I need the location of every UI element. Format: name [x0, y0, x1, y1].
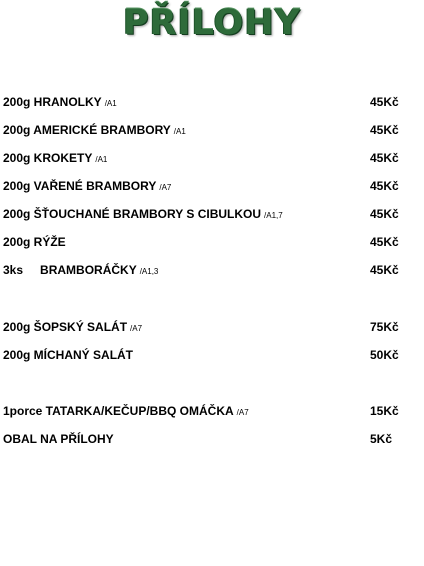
menu-item [0, 92, 424, 112]
allergen-codes: /A1,7 [264, 211, 283, 220]
item-name-text: OBAL NA PŘÍLOHY [3, 432, 114, 446]
item-price: 50Kč [370, 348, 399, 362]
menu-item [0, 260, 424, 280]
allergen-codes: /A7 [236, 408, 249, 417]
allergen-codes: /A1 [104, 99, 117, 108]
item-name [3, 317, 142, 339]
menu-item [0, 204, 424, 224]
item-price: 45Kč [370, 207, 399, 221]
item-name-text: 200g KROKETY [3, 151, 93, 165]
item-price: 45Kč [370, 123, 399, 137]
item-name [3, 232, 69, 254]
item-quantity: 3ks [3, 263, 24, 277]
allergen-codes: /A7 [130, 324, 143, 333]
item-price: 45Kč [370, 179, 399, 193]
menu-item [0, 317, 424, 337]
item-name-text: 200g ŠOPSKÝ SALÁT [3, 320, 128, 334]
item-name [3, 92, 117, 114]
item-price: 45Kč [370, 263, 399, 277]
item-name-text: 200g VAŘENÉ BRAMBORY [3, 179, 157, 193]
allergen-codes: /A1,3 [139, 267, 159, 276]
menu-item [0, 345, 424, 365]
item-name-text: 200g ŠŤOUCHANÉ BRAMBORY S CIBULKOU [3, 207, 262, 221]
item-name-text: 200g AMERICKÉ BRAMBORY [3, 123, 171, 137]
menu-item [0, 176, 424, 196]
allergen-codes: /A7 [159, 183, 172, 192]
menu-item [0, 120, 424, 140]
item-name [3, 148, 107, 170]
allergen-codes: /A1 [173, 127, 186, 136]
item-name-text: 1porce TATARKA/KEČUP/BBQ OMÁČKA [3, 404, 234, 418]
allergen-codes: /A1 [95, 155, 108, 164]
menu-item [0, 401, 424, 421]
item-name [3, 120, 186, 142]
item-name [3, 401, 249, 423]
item-name-text: 200g MÍCHANÝ SALÁT [3, 348, 134, 362]
item-name-text: 200g RÝŽE [3, 235, 66, 249]
item-price: 5Kč [370, 432, 393, 446]
menu-item [0, 148, 424, 168]
item-price: 75Kč [370, 320, 399, 334]
item-price: 45Kč [370, 95, 399, 109]
menu-item [0, 429, 424, 449]
item-name [3, 429, 117, 451]
item-name-text: BRAMBORÁČKY [40, 263, 137, 277]
item-name-text: 200g HRANOLKY [3, 95, 102, 109]
page-title: PŘÍLOHY [122, 3, 302, 43]
item-price: 45Kč [370, 151, 399, 165]
item-name [3, 204, 283, 226]
item-name [3, 176, 171, 198]
menu-item [0, 232, 424, 252]
item-name [3, 345, 136, 367]
item-price: 45Kč [370, 235, 399, 249]
item-price: 15Kč [370, 404, 399, 418]
item-name [3, 260, 158, 282]
